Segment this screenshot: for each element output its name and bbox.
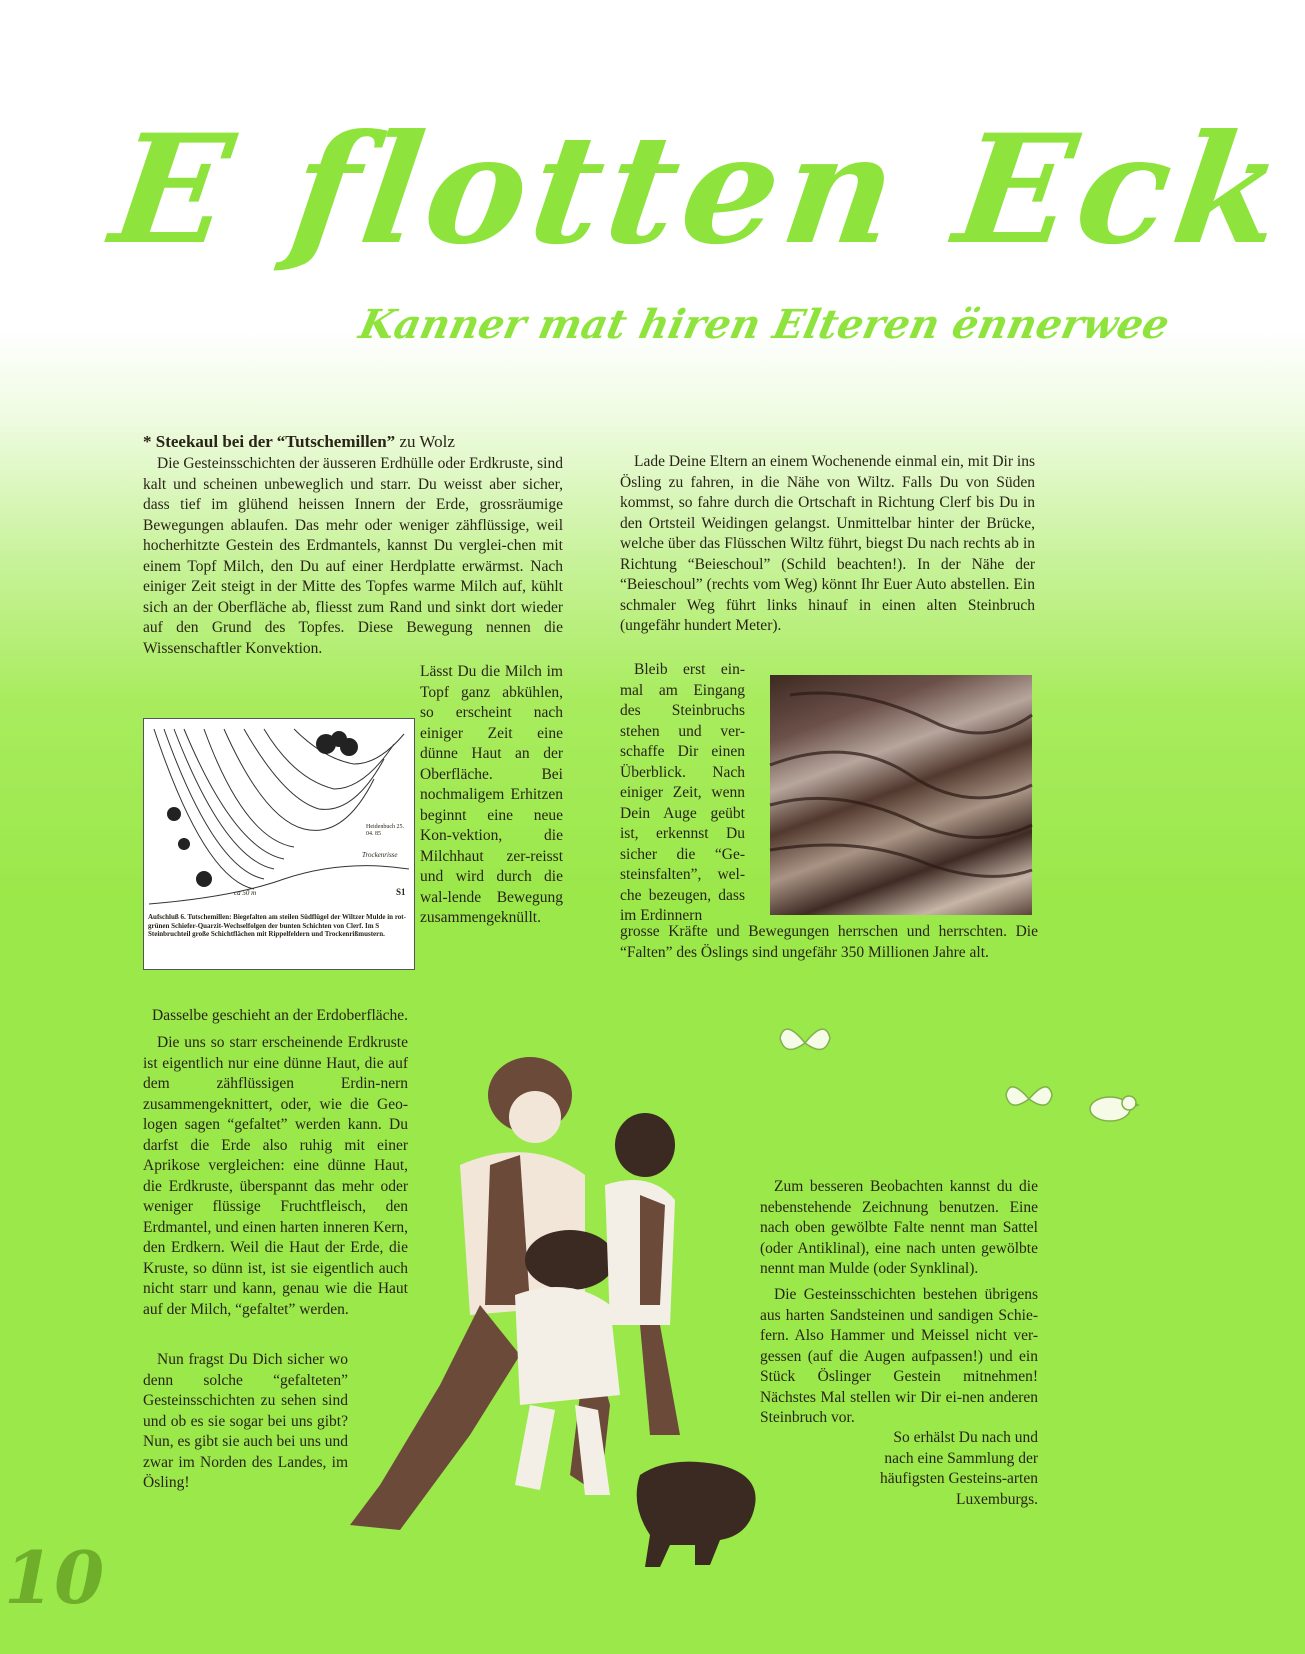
overview-paragraph: Bleib erst ein-mal am Eingang des Steinbruchs stehen und ver-schaffe Dir einen Überblick. Nach einiger Zeit, wenn Dein Auge geübt ist, erkennst Du sicher die “Ge-steinsfalten”, wel-che bezeugen, dass im Erdinnern — [620, 661, 745, 924]
section-heading — [143, 432, 563, 452]
crust-paragraph: Die uns so starr erscheinende Erdkruste ist eigentlich nur eine dünne Haut, die auf dem zähflüssigen Erdin-nern zusammengeknittert, oder, wie die Geo-logen sagen “gefaltet” werden kann. Du darfst die Erde also ruhig mit einer Aprikose vergleichen: eine dünne Haut, die Erdkruste, überspannt das mehr oder weniger flüssige Fruchtfleisch, den Erdmantel, und einen harten inneren Kern, den Erdkern. Weil die Haut der Erde, die Kruste, so dünn ist, ist sie eigentlich auch nicht starr und kann, genau wie die Haut auf der Milch, “gefaltet” werden. — [143, 1034, 408, 1318]
overview-end-section — [620, 922, 1038, 963]
page-subtitle: Kanner mat hiren Elteren ënnerwee — [355, 301, 1174, 348]
sketch-date-label: Heidenbuch 25. 04. 85 — [366, 824, 404, 837]
drawing-section — [760, 1177, 1038, 1280]
heading-location: zu Wolz — [399, 432, 455, 451]
directions-section — [620, 452, 1035, 637]
dog-illustration — [637, 1462, 756, 1567]
butterfly-icon — [775, 1018, 835, 1068]
figure-caption: Aufschluß 6. Tutschemillen: Biegefalten am steilen Südflügel der Wiltzer Mulde in rot-grünen Schiefer-Quarzit-Wechselfolgen der bunten Schichten von Clerf. Im S Steinbruchteil große Schichtflächen mit Rippelfeldern und Trockenrißmustern. — [148, 913, 406, 938]
quarry-photo-strata — [770, 675, 1032, 915]
intro-paragraph: Die Gesteinsschichten der äusseren Erdhülle oder Erdkruste, sind kalt und scheinen unbeweglich und starr. Du weisst aber sicher, dass tief im glühend heissen Innern der Erde, grossräumige Bewegungen ablaufen. Das mehr oder weniger zähflüssige, weil hocherhitzte Gestein des Erdmantels, kannst Du verglei-chen mit einem Topf Milch, den Du auf einer Herdplatte erwärmst. Nach einiger Zeit steigt in der Mitte des Topfes warme Milch auf, kühlt sich an der Oberfläche ab, fliesst zum Rand und sinkt dort wieder auf den Grund des Topfes. Diese Bewegung nennen die Wissenschaftler Konvektion. — [143, 455, 563, 657]
page-title: E flotten Eck — [102, 102, 1299, 278]
overview-section — [620, 660, 745, 927]
fold-sketch-figure — [143, 718, 415, 970]
collection-section — [870, 1428, 1038, 1510]
directions-paragraph: Lade Deine Eltern an einem Wochenende einmal ein, mit Dir ins Ösling zu fahren, in die Nähe von Wiltz. Falls Du von Süden kommst, so fahre durch die Ortschaft in Richtung Clerf bis Du in den Ortsteil Weidingen gelangst. Unmittelbar hinter der Brücke, welche über das Flüsschen Wiltz führt, biegst Du nach rechts ab in Richtung “Beieschoul” (Schild beachten!). In der Nähe der “Beieschoul” (rechts vom Weg) könnt Ihr Euer Auto abstellen. Ein schmaler Weg führt links hinauf in einen alten Steinbruch (ungefähr hundert Meter). — [620, 453, 1035, 634]
milk-section — [420, 662, 563, 929]
fold-sketch — [144, 719, 414, 909]
overview-end-paragraph: grosse Kräfte und Bewegungen herrschen und herrschten. Die “Falten” des Öslings sind ungefähr 350 Millionen Jahre alt. — [620, 923, 1038, 961]
bird-icon — [1085, 1087, 1140, 1127]
rocks-section — [760, 1285, 1038, 1429]
surface-paragraph: Dasselbe geschieht an der Erdoberfläche. — [152, 1007, 409, 1024]
surface-section — [152, 1006, 572, 1027]
intro-section — [143, 432, 563, 659]
drawing-paragraph: Zum besseren Beobachten kannst du die nebenstehende Zeichnung benutzen. Eine nach oben gewölbte Falte nennt man Sattel (oder Antiklinal), eine nach unten gewölbte nennt man Mulde (oder Synklinal). — [760, 1178, 1038, 1277]
question-section — [143, 1350, 348, 1494]
milk-paragraph: Lässt Du die Milch im Topf ganz abkühlen, so erscheint nach einiger Zeit eine dünne Haut an der Oberfläche. Bei nochmaligem Erhitzen beginnt eine neue Kon-vektion, die Milchhaut zer-reisst und wird durch die wal-lende Bewegung zusammengeknüllt. — [420, 663, 563, 926]
question-paragraph: Nun fragst Du Dich sicher wo denn solche “gefalteten” Gesteinsschichten zu sehen sind und ob es sie sogar bei uns gibt? Nun, es gibt sie auch bei uns und zwar im Norden des Landes, im Ösling! — [143, 1351, 348, 1491]
collection-paragraph: So erhälst Du nach und nach eine Sammlung der häufigsten Gesteins-arten Luxemburgs. — [880, 1429, 1038, 1508]
butterfly-icon — [1002, 1077, 1057, 1122]
quarry-photo — [770, 675, 1032, 915]
sketch-corner-label: S1 — [396, 887, 406, 897]
sketch-scale-label: ca 50 m — [234, 889, 257, 897]
family-illustration — [340, 1055, 760, 1575]
rocks-paragraph: Die Gesteinsschichten bestehen übrigens aus harten Sandsteinen und sandigen Schie-fern. Also Hammer und Meissel nicht ver-gessen (auf die Augen aufpassen!) und ein Stück Öslinger Gestein mitnehmen! Nächstes Mal stellen wir Dir ei-nen anderen Steinbruch vor. — [760, 1286, 1038, 1426]
heading-bullet: * — [143, 432, 152, 451]
sketch-place-label: Trockenrisse — [362, 851, 398, 859]
heading-title: Steekaul bei der “Tutschemillen” — [155, 432, 396, 451]
page-number: 10 — [4, 1535, 105, 1620]
